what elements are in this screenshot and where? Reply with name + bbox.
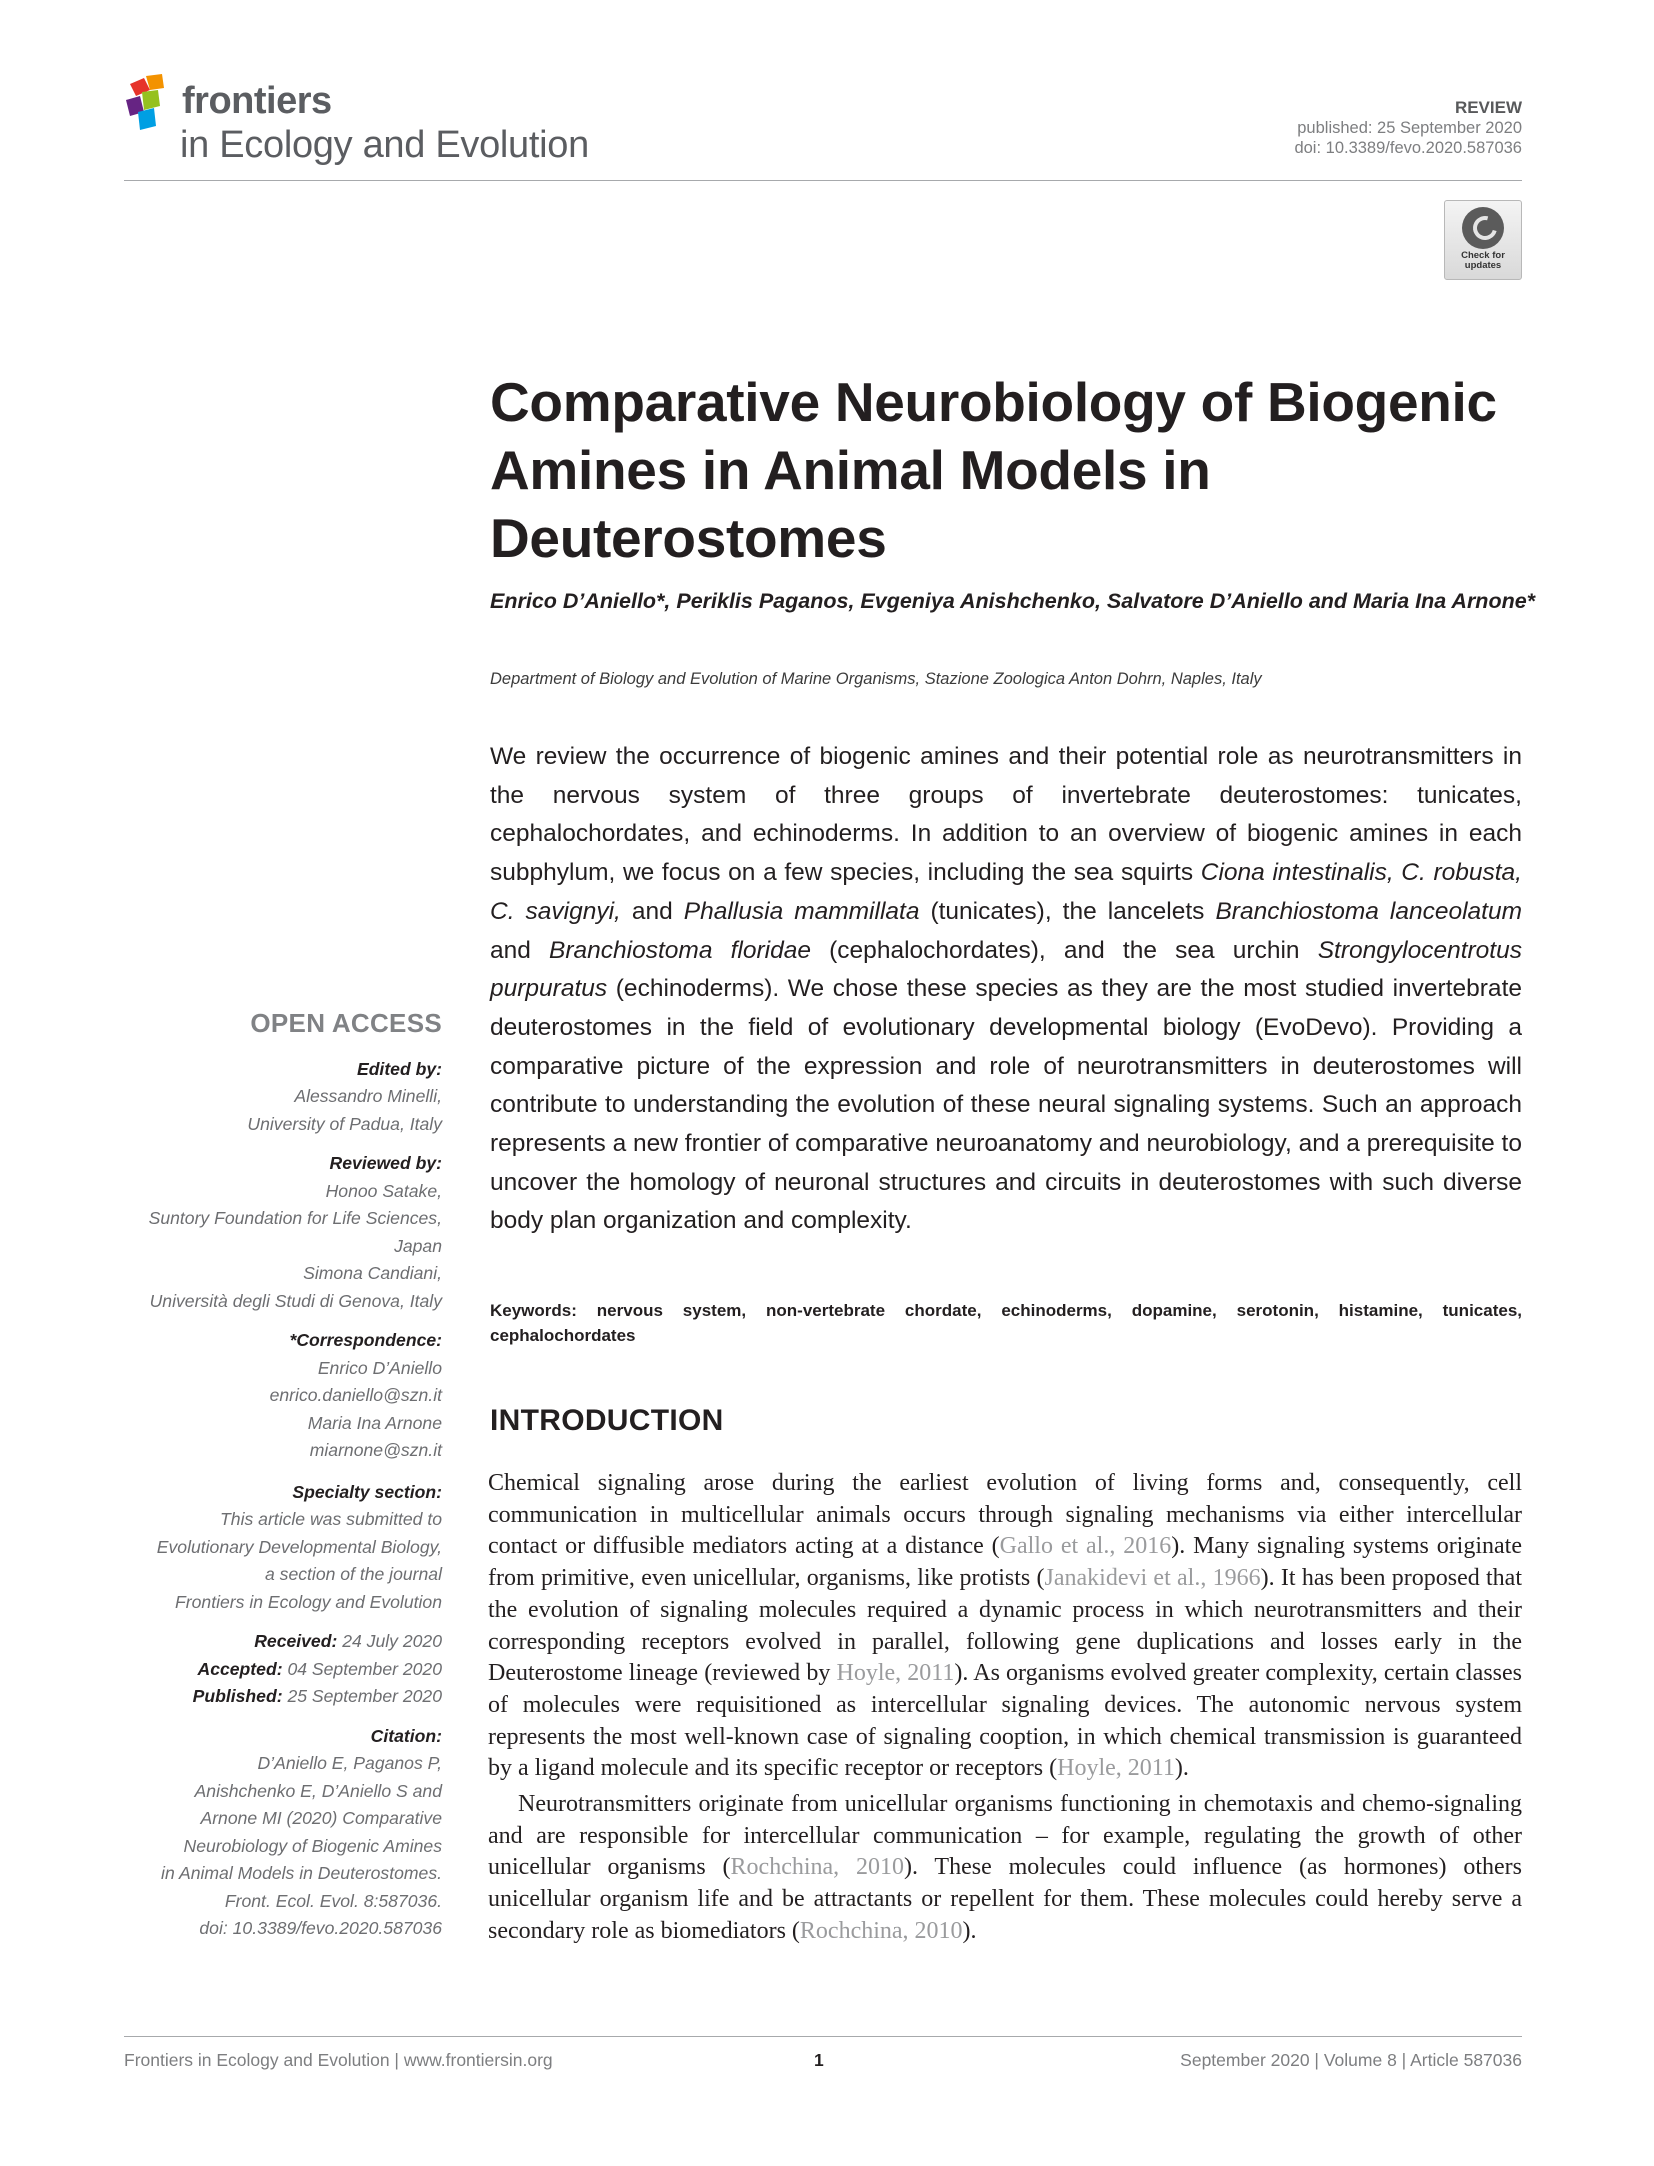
specialty-label: Specialty section: xyxy=(292,1481,442,1502)
paragraph xyxy=(488,1468,1522,1785)
specialty-line: Frontiers in Ecology and Evolution xyxy=(175,1591,442,1612)
body-text: ). These molecules could influence (as hormones) others unicellular organism life and be attractants or repellent for them. These molecules could hereby serve a secondary role as biomediators ( xyxy=(488,1854,1522,1944)
journal-logo xyxy=(124,72,594,172)
abstract-text: (echinoderms). We chose these species as they are the most studied invertebrate deuterostomes in the field of evolutionary developmental biology (EvoDevo). Providing a comparative picture of the expression and role of neurotransmitters in deuterostomes will contribute to understanding the evolution of these neural signaling systems. Such an approach represents a new frontier of comparative neuroanatomy and neurobiology, and a prerequisite to uncover the homology of neuronal structures and circuits in deuterostomes with such diverse body plan organization and complexity. xyxy=(490,975,1522,1235)
citation-link[interactable]: Janakidevi et al., 1966 xyxy=(1044,1565,1261,1592)
specialty-line: Evolutionary Developmental Biology, xyxy=(156,1536,442,1557)
edited-by-label: Edited by: xyxy=(356,1058,442,1079)
species-name: Phallusia mammillata xyxy=(683,897,920,925)
citation-line: Neurobiology of Biogenic Amines xyxy=(183,1835,442,1856)
correspondence-name: Maria Ina Arnone xyxy=(307,1412,442,1433)
body-text: ). xyxy=(1174,1755,1189,1782)
species-name: Ciona intestinalis, C. robusta, C. savignyi, xyxy=(490,859,1522,925)
received-value: 24 July 2020 xyxy=(337,1631,442,1651)
body-text: Chemical signaling arose during the earliest evolution of living forms and, consequently, cell communication in multicellular animals occurs through signaling mechanisms via either intercellular contact or diffusible mediators acting at a distance ( xyxy=(488,1470,1522,1560)
citation-label: Citation: xyxy=(370,1725,442,1746)
author-list: Enrico D’Aniello*, Periklis Paganos, Evgeniya Anishchenko, Salvatore D’Aniello and Maria Ina Arnone* xyxy=(490,589,1536,613)
citation-section xyxy=(122,1723,442,1943)
body-text: ). As organisms evolved greater complexity, certain classes of molecules were requisitioned as intercellular signaling devices. The autonomic nervous system represents the most well-known case of signaling cooption, in which chemical transmission is guaranteed by a ligand molecule and its specific receptor or receptors ( xyxy=(488,1660,1522,1782)
open-access-label: OPEN ACCESS xyxy=(250,1008,442,1038)
specialty-line: a section of the journal xyxy=(264,1564,442,1584)
crossmark-icon xyxy=(1462,207,1504,249)
dates-section xyxy=(122,1628,442,1711)
body-text: ). Many signaling systems originate from primitive, even unicellular, organisms, like protists ( xyxy=(488,1533,1522,1592)
reviewer-line: Suntory Foundation for Life Sciences, xyxy=(148,1208,442,1228)
reviewer-line: Honoo Satake, xyxy=(325,1180,442,1201)
abstract xyxy=(490,738,1522,1241)
citation-line: Arnone MI (2020) Comparative xyxy=(200,1808,442,1828)
reviewer-line: Simona Candiani, xyxy=(303,1263,442,1283)
abstract-text: and xyxy=(490,936,550,964)
citation-line: D’Aniello E, Paganos P, xyxy=(257,1753,442,1773)
reviewed-by-section xyxy=(122,1150,442,1315)
section-heading-introduction: INTRODUCTION xyxy=(490,1404,724,1437)
species-name: Branchiostoma lanceolatum xyxy=(1215,897,1522,925)
reviewer-line: Japan xyxy=(394,1235,442,1256)
accepted-date xyxy=(122,1656,442,1684)
introduction-body xyxy=(488,1468,1522,1948)
journal-name: in Ecology and Evolution xyxy=(180,124,589,166)
published-date: published: 25 September 2020 xyxy=(1297,119,1522,137)
header-divider xyxy=(124,180,1522,181)
paragraph xyxy=(488,1789,1522,1948)
keywords: Keywords: nervous system, non-vertebrate chordate, echinoderms, dopamine, serotonin, histamine, tunicates, cephalochordates xyxy=(490,1301,1522,1345)
footer-issue-info: September 2020 | Volume 8 | Article 587036 xyxy=(1180,2050,1522,2070)
species-name: Branchiostoma floridae xyxy=(549,936,811,964)
check-updates-label: Check for updates xyxy=(1461,250,1505,271)
edited-by-section xyxy=(122,1056,442,1139)
abstract-text: (tunicates), the lancelets xyxy=(919,897,1216,925)
correspondence-section xyxy=(122,1327,442,1465)
article-title: Comparative Neurobiology of Biogenic Amines in Animal Models in Deuterostomes xyxy=(490,371,1497,569)
email-link[interactable]: enrico.daniello@szn.it xyxy=(269,1385,442,1405)
specialty-line: This article was submitted to xyxy=(220,1509,442,1529)
doi-link[interactable]: doi: 10.3389/fevo.2020.587036 xyxy=(1294,139,1522,157)
body-text: ). It has been proposed that the evolution of signaling molecules required a dynamic process in which neurotransmitters and their corresponding receptors evolved in parallel, following gene duplications and losses early in the Deuterostome lineage (reviewed by xyxy=(488,1565,1523,1687)
reviewer-line: Università degli Studi di Genova, Italy xyxy=(149,1290,442,1311)
citation-link[interactable]: Gallo et al., 2016 xyxy=(999,1533,1172,1560)
abstract-text: We review the occurrence of biogenic amines and their potential role as neurotransmitters in the nervous system of three groups of invertebrate deuterostomes: tunicates, cephalochordates, and echinoderms. In addition to an overview of biogenic amines in each subphylum, we focus on a few species, including the sea squirts xyxy=(490,743,1522,887)
frontiers-logo-icon xyxy=(124,72,182,132)
footer-divider xyxy=(124,2036,1522,2037)
correspondence-name: Enrico D’Aniello xyxy=(317,1357,442,1378)
citation-line: in Animal Models in Deuterostomes. xyxy=(161,1863,442,1883)
citation-doi-link[interactable]: doi: 10.3389/fevo.2020.587036 xyxy=(199,1918,442,1938)
specialty-section xyxy=(122,1479,442,1617)
body-text: Neurotransmitters originate from unicellular organisms functioning in chemotaxis and chemo-signaling and are responsible for intercellular communication – for example, regulating the growth of other unicellular organisms ( xyxy=(488,1791,1522,1881)
article-info-sidebar xyxy=(122,1010,442,1955)
citation-link[interactable]: Rochchina, 2010 xyxy=(730,1854,905,1881)
email-link[interactable]: miarnone@szn.it xyxy=(309,1440,442,1460)
body-text: ). xyxy=(962,1917,977,1944)
reviewed-by-label: Reviewed by: xyxy=(329,1153,442,1173)
citation-link[interactable]: Hoyle, 2011 xyxy=(836,1660,955,1687)
check-for-updates-button[interactable] xyxy=(1444,200,1522,280)
logo-wordmark: frontiers xyxy=(182,80,332,122)
published-date-sidebar xyxy=(122,1683,442,1711)
accepted-label: Accepted: xyxy=(197,1658,283,1679)
accepted-value: 04 September 2020 xyxy=(282,1658,442,1679)
citation-line: Anishchenko E, D’Aniello S and xyxy=(194,1780,442,1801)
abstract-text: (cephalochordates), and the sea urchin xyxy=(810,936,1318,964)
species-name: Strongylocentrotus purpuratus xyxy=(490,936,1522,1003)
article-meta xyxy=(1294,98,1522,158)
published-value: 25 September 2020 xyxy=(282,1686,442,1706)
affiliation: Department of Biology and Evolution of Marine Organisms, Stazione Zoologica Anton Dohrn, Naples, Italy xyxy=(490,670,1262,688)
correspondence-label: *Correspondence: xyxy=(289,1330,442,1350)
received-label: Received: xyxy=(254,1631,338,1651)
citation-line: Front. Ecol. Evol. 8:587036. xyxy=(224,1890,442,1911)
citation-link[interactable]: Hoyle, 2011 xyxy=(1057,1755,1175,1782)
received-date xyxy=(122,1628,442,1656)
citation-link[interactable]: Rochchina, 2010 xyxy=(799,1917,963,1944)
footer-journal-link[interactable]: Frontiers in Ecology and Evolution | www.frontiersin.org xyxy=(124,2050,553,2070)
page-number: 1 xyxy=(814,2050,824,2070)
editor-line: University of Padua, Italy xyxy=(247,1113,442,1134)
editor-line: Alessandro Minelli, xyxy=(294,1086,442,1106)
article-type: REVIEW xyxy=(1454,98,1522,117)
published-label: Published: xyxy=(192,1686,283,1706)
abstract-text: and xyxy=(620,897,684,925)
